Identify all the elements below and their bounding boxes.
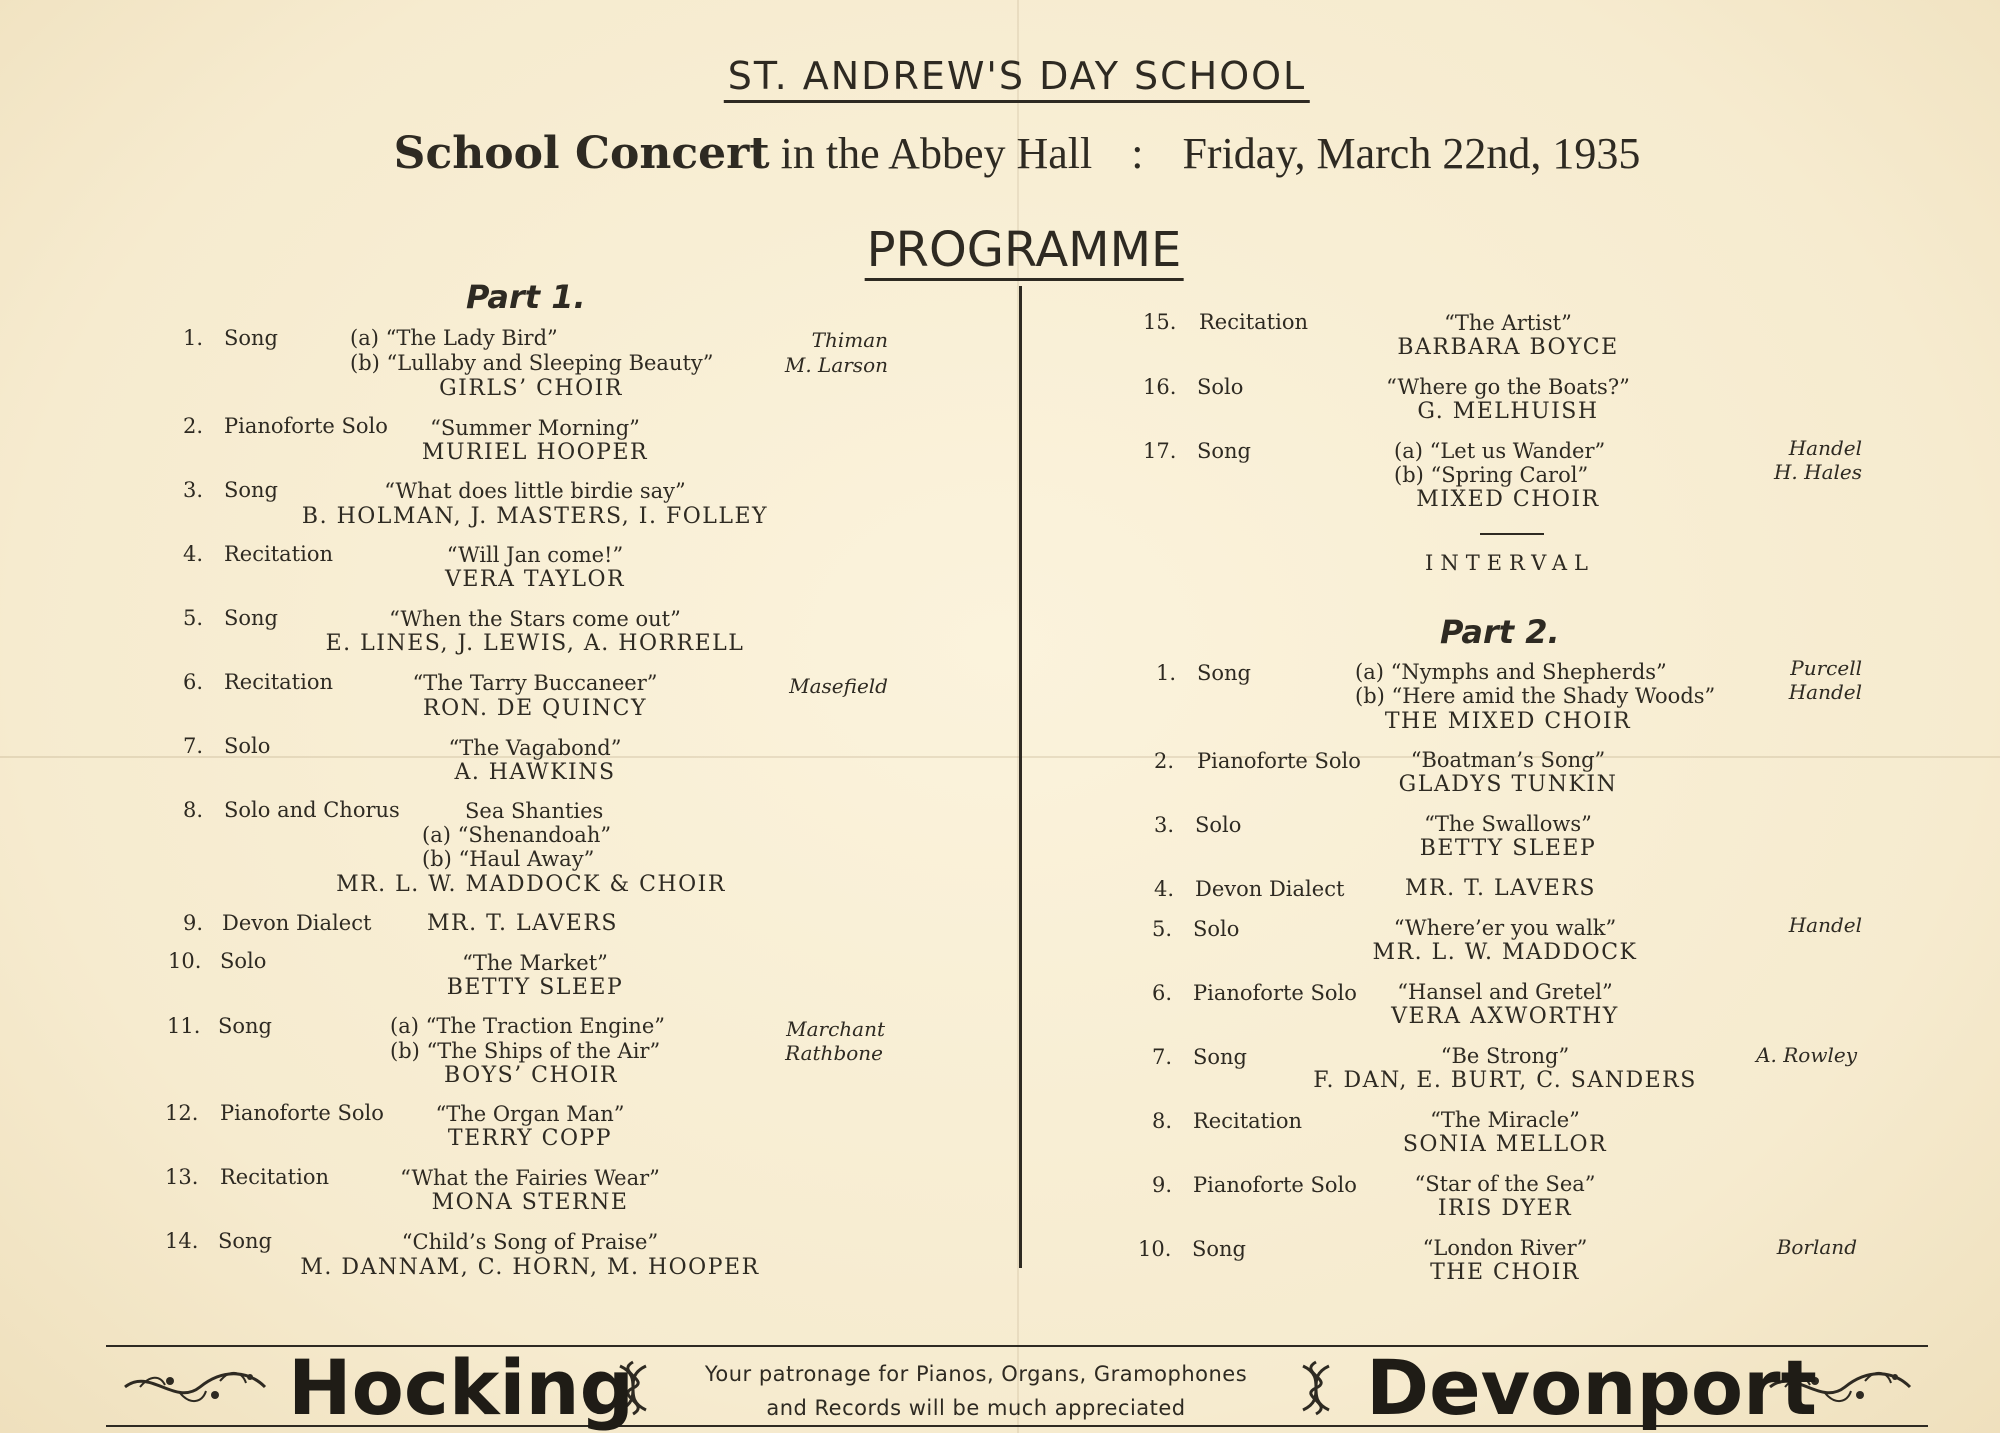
item-performer: TERRY COPP (447, 1126, 613, 1151)
item-composer: Masefield (789, 674, 888, 698)
item-number: 11. (167, 1014, 201, 1038)
item-title: “Where’er you walk” (1393, 916, 1617, 940)
item-performer: GLADYS TUNKIN (1398, 772, 1618, 797)
item-performer: MR. L. W. MADDOCK (1372, 940, 1638, 965)
item-type: Pianoforte Solo (220, 1101, 384, 1125)
item-composer: M. Larson (784, 353, 888, 377)
item-composer: Handel (1788, 436, 1862, 460)
item-type: Song (224, 478, 278, 502)
item-number: 5. (1152, 917, 1173, 941)
item-title: “When the Stars come out” (389, 607, 681, 631)
item-performer: E. LINES, J. LEWIS, A. HORRELL (325, 631, 745, 656)
item-title: “Child’s Song of Praise” (401, 1230, 659, 1254)
item-type: Song (1192, 1237, 1246, 1261)
item-title: (a) “The Traction Engine” (390, 1014, 665, 1038)
item-number: 3. (1154, 813, 1175, 837)
item-type: Pianoforte Solo (1197, 749, 1361, 773)
part1-title: Part 1. (466, 278, 586, 316)
item-number: 17. (1143, 439, 1177, 463)
item-title: “Summer Morning” (430, 416, 640, 440)
item-type: Solo and Chorus (224, 798, 400, 822)
item-number: 10. (168, 949, 202, 973)
item-number: 4. (1154, 877, 1175, 901)
item-type: Solo (220, 949, 267, 973)
item-type: Solo (224, 734, 271, 758)
item-performer: THE CHOIR (1430, 1260, 1580, 1285)
item-title: “Hansel and Gretel” (1397, 980, 1613, 1004)
item-type: Devon Dialect (222, 911, 372, 935)
school-name: ST. ANDREW'S DAY SCHOOL (724, 54, 1310, 103)
item-type: Solo (1193, 917, 1240, 941)
item-number: 10. (1138, 1237, 1172, 1261)
brand-devonport: Devonport (1366, 1343, 1817, 1432)
item-type: Song (218, 1014, 272, 1038)
item-title: “The Tarry Buccaneer” (412, 671, 658, 695)
item-title: “Star of the Sea” (1414, 1172, 1596, 1196)
ornament-knot-icon (1293, 1358, 1339, 1418)
item-title: “Where go the Boats?” (1386, 375, 1630, 399)
item-type: Song (218, 1229, 272, 1253)
item-composer: Borland (1776, 1235, 1857, 1259)
fold-crease-horizontal (0, 756, 2000, 758)
part2-title: Part 2. (1440, 613, 1560, 651)
item-title: (a) “The Lady Bird” (350, 326, 558, 350)
item-title: “Boatman’s Song” (1410, 748, 1606, 772)
item-title: (a) “Let us Wander” (1394, 439, 1606, 463)
item-performer: THE MIXED CHOIR (1384, 709, 1632, 734)
concert-venue: in the Abbey Hall (780, 129, 1093, 178)
concert-date: Friday, March 22nd, 1935 (1182, 129, 1641, 178)
item-performer: MR. T. LAVERS (427, 911, 618, 936)
item-title: (a) “Nymphs and Shepherds” (1355, 660, 1667, 684)
item-composer: A. Rowley (1756, 1043, 1857, 1067)
item-type: Song (1193, 1045, 1247, 1069)
item-number: 9. (1152, 1173, 1173, 1197)
item-number: 2. (1154, 749, 1175, 773)
item-performer: BETTY SLEEP (1419, 836, 1597, 861)
item-type: Song (224, 326, 278, 350)
item-number: 4. (183, 542, 204, 566)
item-title: “The Organ Man” (435, 1102, 625, 1126)
item-title: “The Market” (462, 951, 608, 975)
item-title: “What the Fairies Wear” (400, 1166, 660, 1190)
item-performer: BARBARA BOYCE (1397, 335, 1619, 360)
item-title: “The Swallows” (1424, 812, 1592, 836)
item-title: “The Artist” (1444, 311, 1572, 335)
item-composer: Handel (1788, 913, 1862, 937)
item-performer: G. MELHUISH (1417, 399, 1599, 424)
item-performer: VERA AXWORTHY (1391, 1004, 1619, 1029)
interval-rule (1480, 533, 1544, 535)
item-number: 3. (183, 478, 204, 502)
item-title: “What does little birdie say” (384, 479, 686, 503)
concert-title: School Concert (393, 128, 770, 179)
item-composer: Marchant (786, 1017, 885, 1041)
item-title: (b) “Here amid the Shady Woods” (1355, 684, 1716, 708)
item-type: Recitation (1193, 1109, 1302, 1133)
interval-label: INTERVAL (1425, 551, 1595, 575)
item-number: 12. (165, 1101, 199, 1125)
item-number: 14. (165, 1229, 199, 1253)
item-number: 13. (165, 1165, 199, 1189)
item-composer: Thiman (811, 328, 888, 352)
item-performer: MURIEL HOOPER (421, 440, 649, 465)
item-number: 2. (183, 414, 204, 438)
item-title: (b) “Lullaby and Sleeping Beauty” (350, 351, 714, 375)
item-composer: Purcell (1790, 656, 1862, 680)
item-type: Recitation (224, 542, 333, 566)
item-type: Recitation (1199, 310, 1308, 334)
heading-separator: : (1131, 129, 1144, 178)
item-performer: MR. L. W. MADDOCK & CHOIR (336, 872, 726, 897)
item-number: 8. (183, 798, 204, 822)
item-performer: VERA TAYLOR (444, 567, 626, 592)
item-performer: A. HAWKINS (454, 760, 616, 785)
item-title: (b) “Spring Carol” (1394, 463, 1589, 487)
item-title: “Will Jan come!” (446, 543, 624, 567)
item-type: Solo (1195, 813, 1242, 837)
item-performer: SONIA MELLOR (1402, 1132, 1608, 1157)
item-type: Recitation (224, 670, 333, 694)
item-type: Solo (1197, 375, 1244, 399)
item-type: Devon Dialect (1195, 877, 1345, 901)
item-type: Song (224, 606, 278, 630)
item-type: Song (1197, 439, 1251, 463)
item-performer: IRIS DYER (1437, 1196, 1573, 1221)
item-performer: B. HOLMAN, J. MASTERS, I. FOLLEY (301, 504, 769, 529)
item-title: “London River” (1422, 1236, 1588, 1260)
item-title: “The Miracle” (1430, 1108, 1580, 1132)
programme-title: PROGRAMME (865, 222, 1184, 281)
item-performer: BOYS’ CHOIR (443, 1063, 619, 1088)
item-number: 8. (1152, 1109, 1173, 1133)
item-performer: M. DANNAM, C. HORN, M. HOOPER (300, 1255, 760, 1280)
concert-heading (394, 128, 1641, 179)
item-number: 6. (1152, 981, 1173, 1005)
item-composer: Rathbone (785, 1041, 883, 1065)
item-title: (a) “Shenandoah” (422, 823, 612, 847)
item-type: Pianoforte Solo (1193, 981, 1357, 1005)
flourish-left-icon (120, 1357, 270, 1417)
item-title: “The Vagabond” (448, 736, 622, 760)
item-performer: MONA STERNE (431, 1190, 629, 1215)
item-type: Pianoforte Solo (224, 414, 388, 438)
item-type: Recitation (220, 1165, 329, 1189)
item-number: 7. (183, 734, 204, 758)
item-performer: MR. T. LAVERS (1405, 876, 1596, 901)
item-heading: Sea Shanties (465, 799, 604, 823)
item-number: 7. (1152, 1045, 1173, 1069)
item-number: 16. (1143, 375, 1177, 399)
item-number: 1. (183, 326, 204, 350)
item-composer: Handel (1788, 680, 1862, 704)
patronage-line-1: Your patronage for Pianos, Organs, Gramophones (704, 1362, 1248, 1386)
item-performer: BETTY SLEEP (446, 975, 624, 1000)
item-number: 9. (183, 911, 204, 935)
patronage-line-2: and Records will be much appreciated (766, 1396, 1186, 1420)
column-divider (1019, 286, 1022, 1268)
item-performer: GIRLS’ CHOIR (439, 376, 623, 401)
item-title: (b) “Haul Away” (422, 847, 595, 871)
item-number: 6. (183, 670, 204, 694)
item-type: Song (1197, 661, 1251, 685)
item-composer: H. Hales (1773, 460, 1862, 484)
item-performer: RON. DE QUINCY (423, 696, 647, 721)
item-title: (b) “The Ships of the Air” (390, 1039, 661, 1063)
item-number: 15. (1143, 310, 1177, 334)
item-performer: MIXED CHOIR (1416, 487, 1600, 512)
item-number: 1. (1156, 661, 1177, 685)
brand-hocking: Hocking (288, 1343, 634, 1432)
item-number: 5. (183, 606, 204, 630)
item-type: Pianoforte Solo (1193, 1173, 1357, 1197)
item-title: “Be Strong” (1440, 1044, 1570, 1068)
item-performer: F. DAN, E. BURT, C. SANDERS (1313, 1068, 1697, 1093)
